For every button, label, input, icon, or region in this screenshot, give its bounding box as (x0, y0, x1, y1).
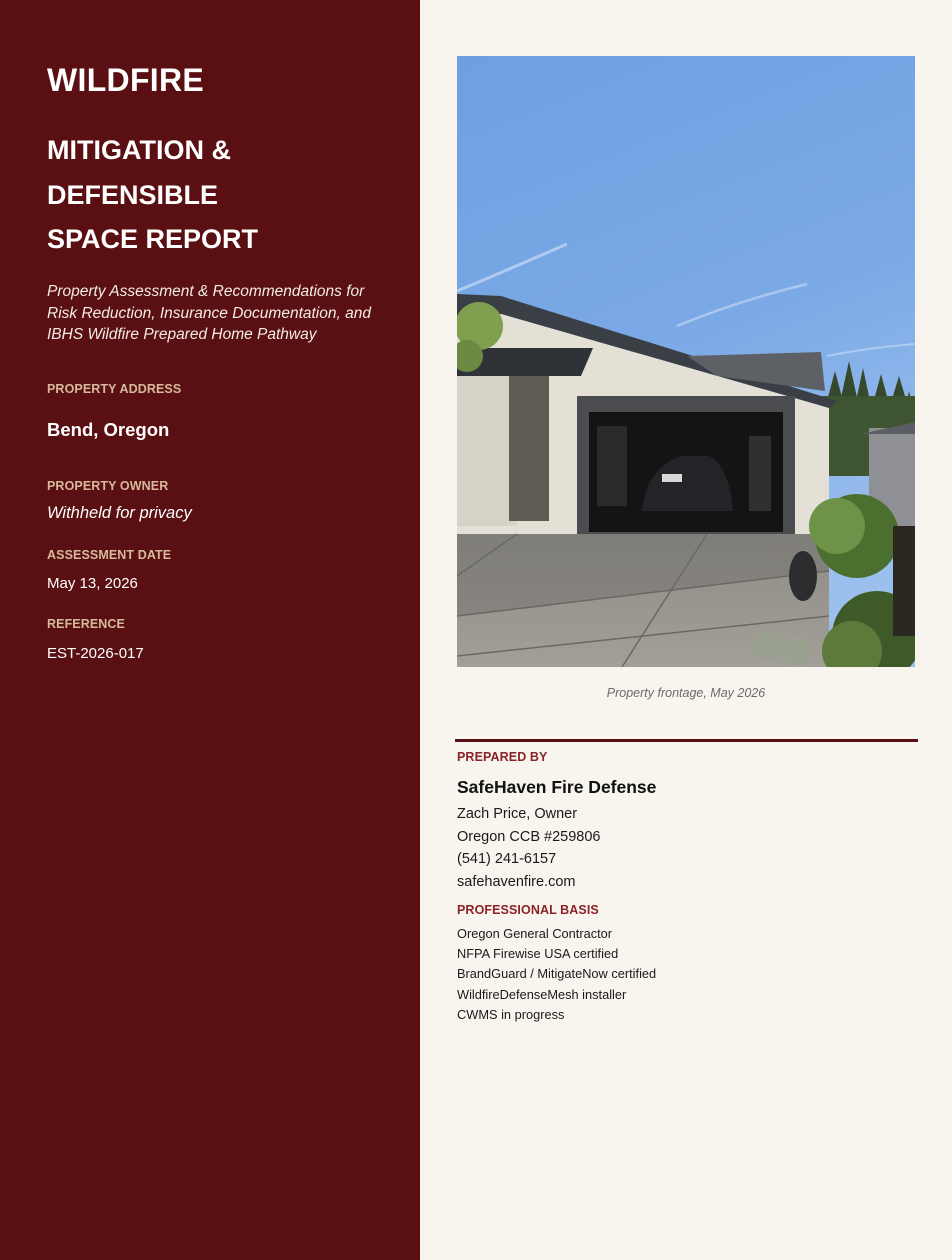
company-name: SafeHaven Fire Defense (457, 777, 657, 797)
credential-item: WildfireDefenseMesh installer (457, 986, 627, 1002)
credential-item: CWMS in progress (457, 1006, 565, 1022)
contact-person: Zach Price, Owner (457, 806, 578, 822)
section-divider (455, 739, 918, 742)
cover-sidebar (0, 0, 420, 1260)
professional-basis-label: PROFESSIONAL BASIS (457, 903, 599, 917)
property-address-label: PROPERTY ADDRESS (47, 382, 182, 396)
report-title-line: SPACE REPORT (47, 224, 259, 254)
assessment-date-label: ASSESSMENT DATE (47, 548, 172, 562)
report-title-line: DEFENSIBLE (47, 179, 219, 210)
property-owner: Withheld for privacy (47, 504, 192, 522)
credential-item: NFPA Firewise USA certified (457, 946, 619, 962)
prepared-by-label: PREPARED BY (457, 750, 548, 764)
credential-item: Oregon General Contractor (457, 926, 613, 941)
photo-caption: Property frontage, May 2026 (606, 686, 766, 700)
report-title-line: MITIGATION & (47, 135, 231, 165)
professional-basis-list (457, 924, 656, 1025)
property-owner-label: PROPERTY OWNER (47, 479, 169, 493)
report-subtitle: Property Assessment & Recommendations for Risk Reduction, Insurance Documentation, and IBHS Wildfire Prepared Home Pathway (47, 283, 371, 343)
property-address: Bend, Oregon (47, 419, 170, 440)
property-photo-illustration (457, 56, 915, 667)
contractor-license: Oregon CCB #259806 (457, 828, 601, 845)
credential-item: BrandGuard / MitigateNow certified (457, 966, 657, 982)
contact-info (457, 803, 601, 893)
reference-number: EST-2026-017 (47, 645, 144, 662)
reference-label: REFERENCE (47, 617, 125, 631)
phone-number: (541) 241-6157 (457, 851, 557, 867)
website: safehavenfire.com (457, 873, 576, 890)
report-title (47, 128, 258, 262)
assessment-date: May 13, 2026 (47, 575, 138, 592)
property-photo (457, 56, 915, 667)
report-title-line1: WILDFIRE (47, 62, 205, 98)
